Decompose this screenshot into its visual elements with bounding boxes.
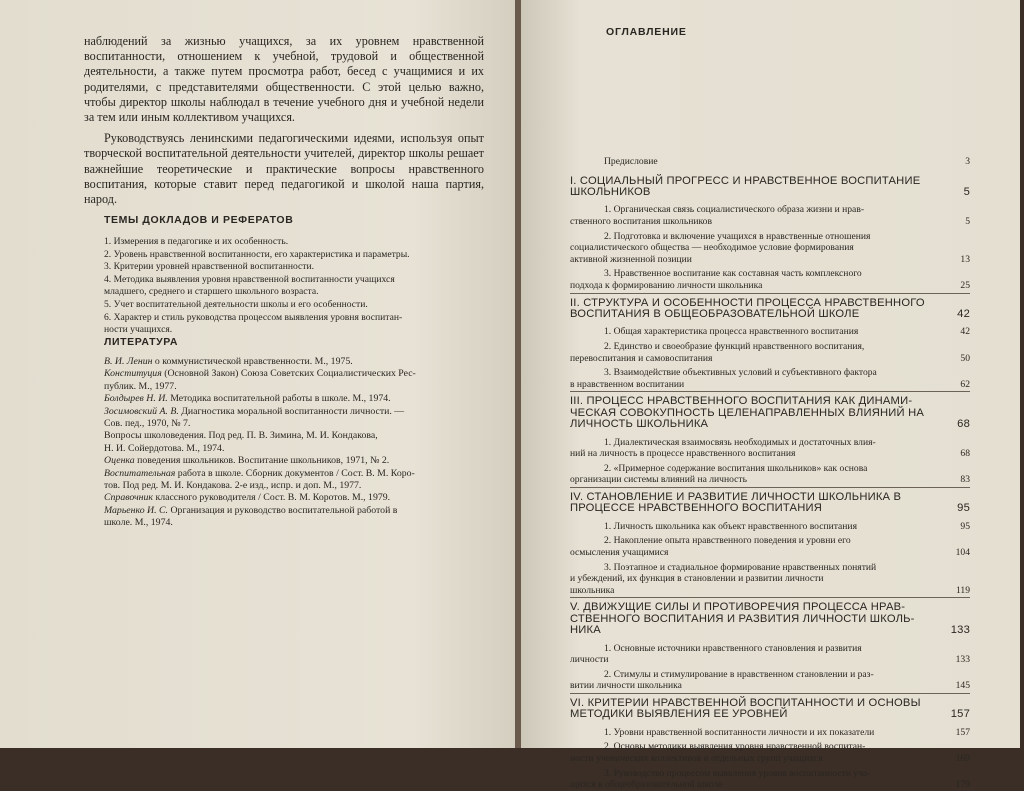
toc-chapter [570,298,970,321]
reference-text: поведения школьников. Воспитание школьников, 1971, № 2. [134,455,390,467]
reference-author: Марьенко И. С. [104,504,169,516]
toc-page-number: 119 [955,584,970,596]
toc-entry-text: осмысления учащимися [570,546,669,558]
reference-entry [104,381,484,393]
topic-item: ности учащихся. [104,324,173,336]
toc-divider [570,693,970,694]
topic-item: 5. Учет воспитательной деятельности школы и его особенности. [104,298,368,310]
toc-entry-text: ЛИЧНОСТЬ ШКОЛЬНИКА [570,418,709,431]
toc-entry-text: 2. «Примерное содержание воспитания школьников» как основа [604,462,868,474]
toc-entry-text: ВОСПИТАНИЯ В ОБЩЕОБРАЗОВАТЕЛЬНОЙ ШКОЛЕ [570,308,860,320]
toc-entry-text: перевоспитания и самовоспитания [570,352,713,364]
toc-section [570,727,970,739]
toc-entry-text: 2. Единство и своеобразие функций нравственного воспитания, [604,341,865,352]
toc-chapter [570,492,970,515]
toc-entry-text: СТВЕННОГО ВОСПИТАНИЯ И РАЗВИТИЯ ЛИЧНОСТИ ШКОЛЬ- [570,612,915,625]
toc-entry-text: активной жизненной позиции [570,253,692,265]
reference-entry [104,468,484,480]
topic-item: 2. Уровень нравственной воспитанности, его характеристика и параметры. [104,248,410,260]
toc-entry-text: 3. Взаимодействие объективных условий и субъективного фактора [604,367,877,379]
reference-entry [104,356,484,368]
toc-page-number: 104 [955,546,970,558]
reference-entry [104,505,484,517]
paragraph-2: Руководствуясь ленинскими педагогическими идеями, используя опыт творческой воспитательной деятельности учителей, директор школы решает важнейшие теоретические и практические вопросы нравственного воспитания, которые ставит перед педагогикой и школой наша партия, народ. [84,131,484,207]
reference-author: В. И. Ленин [104,356,153,367]
toc-section [570,268,970,291]
toc-page-number: 133 [955,654,970,666]
toc-entry-text: I. СОЦИАЛЬНЫЙ ПРОГРЕСС И НРАВСТВЕННОЕ ВОСПИТАНИЕ [570,174,921,187]
toc-entry-text: 3. Поэтапное и стадиальное формирование нравственных понятий [604,561,877,573]
reference-entry [104,393,484,405]
reference-text: о коммунистической нравственности. М., 1975. [152,356,353,367]
toc-entry-text: ний на личность в процессе нравственного воспитания [570,448,796,460]
reference-entry [104,492,484,504]
toc-entry-text: в нравственном воспитании [570,378,685,390]
toc-entry-text: личности [570,654,609,666]
toc-entry-text: 3. Руководство процессом выявления уровня воспитанности уча- [604,767,871,779]
reference-text: Сов. пед., 1970, № 7. [104,418,191,430]
toc-section [570,741,970,764]
toc-entry-text: II. СТРУКТУРА И ОСОБЕННОСТИ ПРОЦЕССА НРАВСТВЕННОГО [570,296,925,309]
reference-entry [104,406,484,418]
toc-section [570,367,970,390]
reference-text: Методика воспитательной работы в школе. М., 1974. [167,393,391,405]
toc-page-number: 42 [957,308,970,320]
reference-text: Организация и руководство воспитательной работой в [168,504,398,516]
reference-author: Конституция [104,368,162,380]
toc-entry-text: 2. Основы методики выявления уровня нравственной воспитан- [604,741,866,753]
reference-text: (Основной Закон) Союза Советских Социалистических Рес- [161,368,416,380]
toc-section [570,437,970,460]
toc-entry-text: 1. Общая характеристика процесса нравственного воспитания [604,326,859,338]
reference-author: Справочник [104,492,154,504]
toc-section [570,156,970,168]
reference-entry [104,517,484,529]
toc-entry-text: и убеждений, их функция в становлении и развитии личности [570,573,824,585]
toc-page-number: 145 [955,680,970,692]
reference-text: Вопросы школоведения. Под ред. П. В. Зимина, М. И. Кондакова, [104,430,378,442]
toc-divider [570,597,970,598]
reference-text: классного руководителя / Сост. В. М. Коротов. М., 1979. [153,492,391,504]
topic-item: младшего, среднего и старшего школьного возраста. [104,286,319,298]
toc-entry-text: МЕТОДИКИ ВЫЯВЛЕНИЯ ЕЕ УРОВНЕЙ [570,708,788,721]
toc-chapter [570,698,970,721]
toc-entry-text: подхода к формированию личности школьника [570,279,763,291]
toc-page-number: 157 [950,708,970,721]
toc-entry-text: ПРОЦЕССЕ НРАВСТВЕННОГО ВОСПИТАНИЯ [570,502,823,515]
literature-heading: ЛИТЕРАТУРА [104,336,179,348]
toc-entry-text: 1. Личность школьника как объект нравственного воспитания [604,520,857,532]
reference-entry [104,480,484,492]
reference-text: работа в школе. Сборник документов / Сост. В. М. Коро- [175,467,415,479]
toc-entry-text: 2. Стимулы и стимулирование в нравственном становлении и раз- [604,668,874,680]
toc-page-number: 95 [960,520,970,532]
topic-item: 4. Методика выявления уровня нравственной воспитанности учащихся [104,273,395,285]
toc-entry-text: ЧЕСКАЯ СОВОКУПНОСТЬ ЦЕЛЕНАПРАВЛЕННЫХ ВЛИЯНИЙ НА [570,406,925,419]
toc-entry-text: ности ученических коллективов и отдельных групп учащихся [570,752,823,764]
toc-section [570,562,970,597]
reference-entry [104,443,484,455]
toc-page-number: 13 [960,253,970,265]
toc-entry-text: 1. Основные источники нравственного становления и развития [604,642,862,654]
toc-chapter [570,176,970,199]
toc-page-number: 169 [955,752,970,764]
toc-entry-text: ственного воспитания школьников [570,215,712,227]
reference-author: Болдырев Н. И. [104,393,168,405]
reference-author: Воспитательная [104,467,176,479]
toc-entry-text: ШКОЛЬНИКОВ [570,186,651,198]
toc-section [570,643,970,666]
toc-entry-text: организации системы влияний на личность [570,474,747,486]
toc-section [570,669,970,692]
toc-entry-text: витии личности школьника [570,680,682,692]
toc-entry-text: школьника [570,584,615,596]
toc-page-number: 68 [957,418,970,431]
table-of-contents [570,26,970,791]
topics-heading: ТЕМЫ ДОКЛАДОВ И РЕФЕРАТОВ [104,214,294,226]
left-page-content [84,34,484,207]
topic-item: 3. Критерии уровней нравственной воспитанности. [104,261,315,273]
toc-entry-text: социалистического общества — необходимое условие формирования [570,242,854,254]
reference-text: тов. Под ред. М. И. Кондакова. 2-е изд., испр. и доп. М., 1977. [104,480,362,492]
toc-section [570,204,970,227]
toc-entry-text: 1. Органическая связь социалистического образа жизни и нрав- [604,204,865,216]
toc-section [570,463,970,486]
toc-divider [570,487,970,488]
paragraph-1: наблюдений за жизнью учащихся, за их уровнем нравственной воспитанности, отношением к учебной, трудовой и общественной деятельности, а также путем просмотра работ, бесед с учащимися и их родителями, с представителями общественности. С этой целью важно, чтобы директор школы наблюдал в течение учебного дня и учебной недели за тем или иным коллективом учащихся. [84,34,484,125]
toc-section [570,326,970,338]
toc-page-number: 157 [955,726,970,738]
toc-entry-text: VI. КРИТЕРИИ НРАВСТВЕННОЙ ВОСПИТАННОСТИ И ОСНОВЫ [570,697,921,709]
reference-author: Зосимовский А. В. [104,405,179,417]
reference-entry [104,455,484,467]
literature-list [104,356,484,530]
toc-section [570,341,970,364]
toc-chapter [570,602,970,636]
toc-entry-text: НИКА [570,624,601,637]
toc-entry-text: 2. Накопление опыта нравственного поведения и уровни его [604,535,851,547]
reference-text: школе. М., 1974. [104,517,173,529]
toc-page-number: 83 [960,474,970,486]
toc-entry-text: 1. Диалектическая взаимосвязь необходимых и достаточных влия- [604,436,876,448]
toc-page-number: 50 [960,352,970,364]
toc-entry-text: 3. Нравственное воспитание как составная часть комплексного [604,268,862,280]
toc-divider [570,391,970,392]
toc-page-number: 179 [955,779,970,791]
toc-section [570,231,970,266]
reference-text: Диагностика моральной воспитанности личности. — [178,405,405,417]
toc-entry-text: щихся в общеобразовательной школе [570,779,723,791]
toc-page-number: 5 [965,215,970,227]
reference-entry [104,418,484,430]
toc-page-number: 68 [960,448,970,460]
toc-divider [570,293,970,294]
toc-entry-text: V. ДВИЖУЩИЕ СИЛЫ И ПРОТИВОРЕЧИЯ ПРОЦЕССА НРАВ- [570,601,906,614]
toc-chapter [570,396,970,430]
toc-title: ОГЛАВЛЕНИЕ [606,26,687,38]
reference-text: публик. М., 1977. [104,380,177,392]
toc-entry-text: 1. Уровни нравственной воспитанности личности и их показатели [604,726,875,738]
toc-page-number: 62 [960,378,970,390]
toc-entry-text: Предисловие [604,156,658,167]
toc-page-number: 25 [960,279,970,291]
reference-text: Н. И. Сойердотова. М., 1974. [104,442,225,454]
topics-list [104,236,482,337]
toc-entry-text: III. ПРОЦЕСС НРАВСТВЕННОГО ВОСПИТАНИЯ КАК ДИНАМИ- [570,395,913,408]
toc-page-number: 95 [957,502,970,515]
toc-page-number: 5 [963,186,970,198]
reference-entry [104,368,484,380]
toc-page-number: 42 [960,326,970,338]
topic-item: 6. Характер и стиль руководства процессом выявления уровня воспитан- [104,311,403,323]
toc-entry-text: 2. Подготовка и включение учащихся в нравственные отношения [604,230,871,242]
reference-author: Оценка [104,455,135,467]
toc-page-number: 133 [950,624,970,637]
toc-section [570,768,970,791]
toc-section [570,521,970,533]
toc-entry-text: IV. СТАНОВЛЕНИЕ И РАЗВИТИЕ ЛИЧНОСТИ ШКОЛЬНИКА В [570,491,902,503]
topic-item: 1. Измерения в педагогике и их особенность. [104,236,289,247]
toc-page-number: 3 [965,156,970,167]
toc-section [570,535,970,558]
reference-entry [104,430,484,442]
